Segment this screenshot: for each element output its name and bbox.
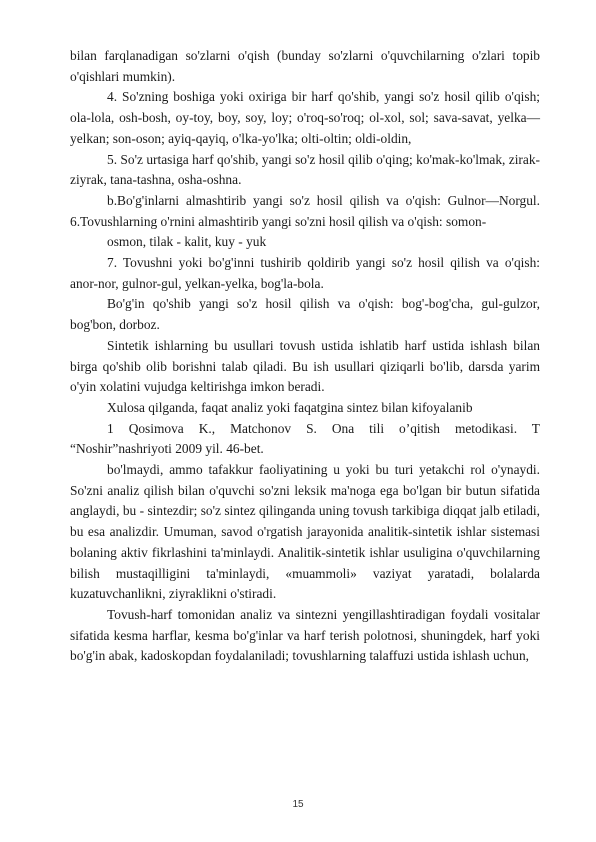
- paragraph-10: bo'lmaydi, ammo tafakkur faoliyatining u yoki bu turi yetakchi rol o'ynaydi. So'zni analiz qilish bilan o'quvchi so'zni leksik ma'noga ega bo'lgan bir butun sifatida anglaydi, bu - sintezdir; so'z sintez qilinganda uning tovush tarkibiga diqqat jalb etiladi, bu esa analizdir. Umuman, savod o'rgatish jarayonida analitik-sintetik ishlar sistemasi bolaning aktiv fikrlashini ta'minlaydi. Analitik-sintetik ishlar usuligina o'quvchilarning bilish mustaqilligini ta'minlaydi, «muammoli» vaziyat yaratadi, bolalarda kuzatuvchanlikni, ziyraklikni o'stiradi.: [70, 462, 540, 602]
- paragraph-5: osmon, tilak - kalit, kuy - yuk: [107, 234, 267, 250]
- paragraph-4: b.Bo'g'inlarni almashtirib yangi so'z hosil qilish va o'qish: Gulnor—Norgul. 6.Tovushlarning o'rnini almashtirib yangi so'zni hosil qilish va o'qish: somon-: [70, 192, 540, 229]
- paragraph-2: 4. So'zning boshiga yoki oxiriga bir harf qo'shib, yangi so'z hosil qilib o'qish; ola-lola, osh-bosh, oy-toy, boy, soy, loy; o'roq-so'roq; ol-xol, sol; sava-savat, yelka—yelkan; son-oson; ayiq-qayiq, o'lka-yo'lka; olti-oltin; oldi-oldin,: [70, 89, 540, 146]
- footnote-reference: 1 Qosimova K., Matchonov S. Ona tili o’qitish metodikasi. T “Noshir”nashriyoti 2009 yil. 46-bet.: [70, 420, 540, 457]
- page-number: 15: [292, 799, 304, 810]
- paragraph-7: Bo'g'in qo'shib yangi so'z hosil qilish va o'qish: bog'-bog'cha, gul-gulzor, bog'bon, dorboz.: [70, 296, 540, 333]
- paragraph-1: bilan farqlanadigan so'zlarni o'qish (bunday so'zlarni o'quvchilarning o'zlari topib o'qishlari mumkin).: [70, 48, 540, 84]
- paragraph-9: Xulosa qilganda, faqat analiz yoki faqatgina sintez bilan kifoyalanib: [107, 399, 473, 415]
- document-body: [70, 46, 540, 667]
- paragraph-6: 7. Tovushni yoki bo'g'inni tushirib qoldirib yangi so'z hosil qilish va o'qish: anor-nor, gulnor-gul, yelkan-yelka, bog'la-bola.: [70, 255, 540, 291]
- paragraph-8: Sintetik ishlarning bu usullari tovush ustida ishlatib harf ustida ishlash bilan birga qo'shib olib borishni talab qiladi. Bu ish usullari qiziqarli bo'lib, darsda yarim o'yin xolatini vujudga keltirishga imkon beradi.: [70, 337, 540, 395]
- paragraph-11: Tovush-harf tomonidan analiz va sintezni yengillashtiradigan foydali vositalar sifatida kesma harflar, kesma bo'g'inlar va harf terish polotnosi, shuningdek, harf yoki bo'g'in abak, kadoskopdan foydalaniladi; tovushlarning talaffuzi ustida ishlash uchun,: [70, 606, 540, 664]
- paragraph-3: 5. So'z urtasiga harf qo'shib, yangi so'z hosil qilib o'qing; ko'mak-ko'lmak, zirak-ziyrak, tana-tashna, osha-oshna.: [70, 151, 540, 188]
